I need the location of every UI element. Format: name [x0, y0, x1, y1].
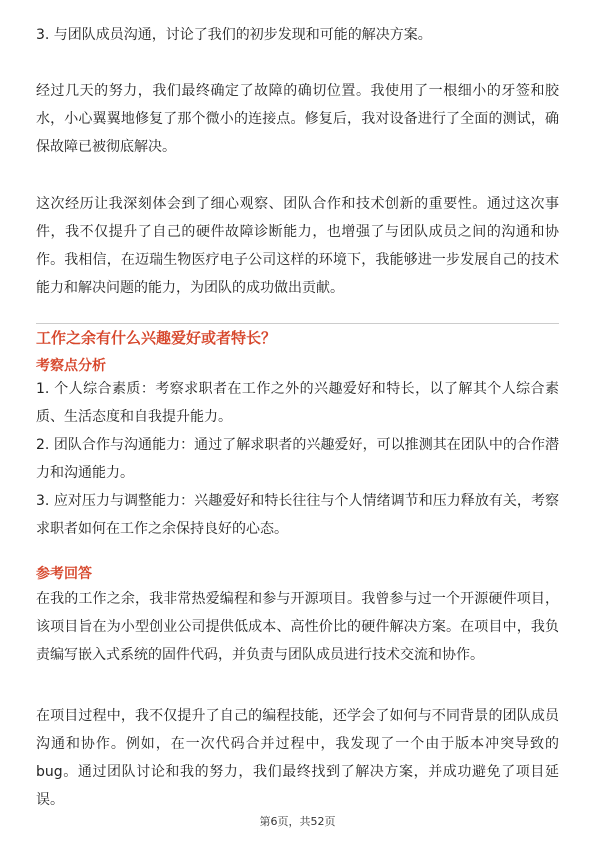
document-page	[36, 0, 559, 842]
answer-paragraph: 在我的工作之余，我非常热爱编程和参与开源项目。我曾参与过一个开源硬件项目，该项目旨在为小型创业公司提供低成本、高性价比的硬件解决方案。在项目中，我负责编写嵌入式系统的固件代码，并负责与团队成员进行技术交流和协作。	[36, 591, 559, 663]
analysis-heading: 考察点分析	[36, 358, 106, 374]
analysis-item: 1. 个人综合素质：考察求职者在工作之外的兴趣爱好和特长，以了解其个人综合素质、生活态度和自我提升能力。	[36, 381, 559, 425]
answer-heading: 参考回答	[36, 566, 92, 582]
analysis-item: 3. 应对压力与调整能力：兴趣爱好和特长往往与个人情绪调节和压力释放有关，考察求职者如何在工作之余保持良好的心态。	[36, 493, 559, 537]
answer-paragraph: 在项目过程中，我不仅提升了自己的编程技能，还学会了如何与不同背景的团队成员沟通和协作。例如，在一次代码合并过程中，我发现了一个由于版本冲突导致的bug。通过团队讨论和我的努力，我们最终找到了解决方案，并成功避免了项目延误。	[36, 708, 559, 808]
body-paragraph: 3. 与团队成员沟通，讨论了我们的初步发现和可能的解决方案。	[36, 27, 432, 43]
question-title: 工作之余有什么兴趣爱好或者特长？	[36, 329, 277, 347]
body-paragraph: 经过几天的努力，我们最终确定了故障的确切位置。我使用了一根细小的牙签和胶水，小心翼翼地修复了那个微小的连接点。修复后，我对设备进行了全面的测试，确保故障已被彻底解决。	[36, 83, 559, 155]
page-number: 第6页，共52页	[259, 815, 336, 828]
section-divider	[36, 323, 559, 324]
analysis-item: 2. 团队合作与沟通能力：通过了解求职者的兴趣爱好，可以推测其在团队中的合作潜力和沟通能力。	[36, 437, 559, 481]
body-paragraph: 这次经历让我深刻体会到了细心观察、团队合作和技术创新的重要性。通过这次事件，我不仅提升了自己的硬件故障诊断能力，也增强了与团队成员之间的沟通和协作。我相信，在迈瑞生物医疗电子公司这样的环境下，我能够进一步发展自己的技术能力和解决问题的能力，为团队的成功做出贡献。	[36, 196, 559, 296]
